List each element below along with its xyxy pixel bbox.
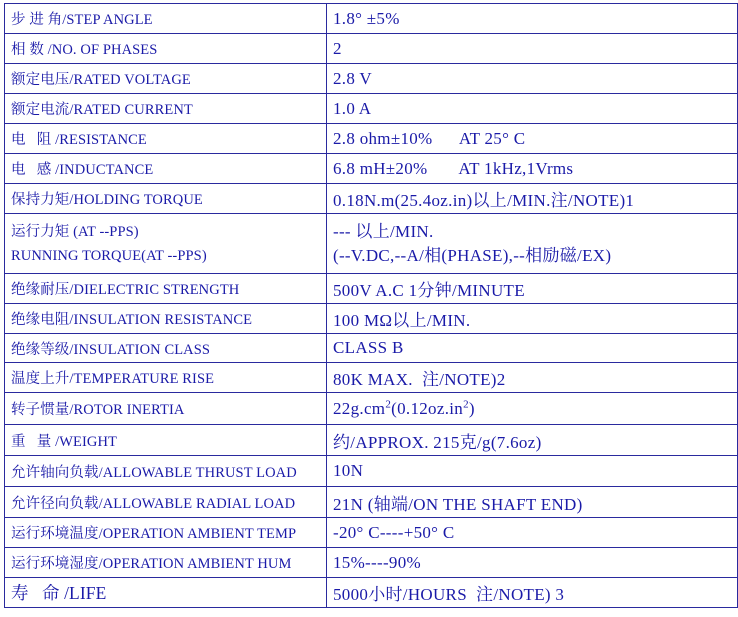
spec-label: 运行环境温度/OPERATION AMBIENT TEMP [5, 518, 327, 548]
spec-row-dielectric-strength [5, 274, 738, 304]
spec-row-thrust-load [5, 456, 738, 487]
spec-value: 2 [327, 34, 738, 64]
spec-value: 100 MΩ以上/MIN. [327, 304, 738, 334]
spec-label: 电 阻 /RESISTANCE [5, 124, 327, 154]
spec-value: 2.8 ohm±10% AT 25° C [327, 124, 738, 154]
spec-label: 允许轴向负载/ALLOWABLE THRUST LOAD [5, 456, 327, 487]
spec-row-phases [5, 34, 738, 64]
spec-value: -20° C----+50° C [327, 518, 738, 548]
spec-row-step-angle [5, 4, 738, 34]
spec-label: 步 进 角/STEP ANGLE [5, 4, 327, 34]
spec-value: 80K MAX. 注/NOTE)2 [327, 363, 738, 393]
spec-row-rotor-inertia [5, 393, 738, 425]
spec-label: 绝缘电阻/INSULATION RESISTANCE [5, 304, 327, 334]
spec-label: 运行环境湿度/OPERATION AMBIENT HUM [5, 548, 327, 578]
spec-label-line: 运行力矩 (AT --PPS) [11, 223, 139, 240]
spec-row-temperature-rise [5, 363, 738, 393]
spec-value: 约/APPROX. 215克/g(7.6oz) [327, 425, 738, 456]
spec-row-rated-voltage [5, 64, 738, 94]
spec-label-line: RUNNING TORQUE(AT --PPS) [11, 247, 207, 264]
spec-row-holding-torque [5, 184, 738, 214]
spec-label: 电 感 /INDUCTANCE [5, 154, 327, 184]
spec-row-insulation-resistance [5, 304, 738, 334]
spec-label: 寿 命 /LIFE [5, 578, 327, 608]
spec-label: 额定电压/RATED VOLTAGE [5, 64, 327, 94]
spec-label: 转子惯量/ROTOR INERTIA [5, 393, 327, 425]
spec-value: 15%----90% [327, 548, 738, 578]
spec-value: 1.0 A [327, 94, 738, 124]
spec-value: 0.18N.m(25.4oz.in)以上/MIN.注/NOTE)1 [327, 184, 738, 214]
superscript: 2 [463, 397, 469, 410]
spec-value: 2.8 V [327, 64, 738, 94]
spec-label: 额定电流/RATED CURRENT [5, 94, 327, 124]
spec-row-inductance [5, 154, 738, 184]
spec-row-rated-current [5, 94, 738, 124]
spec-row-life [5, 578, 738, 608]
spec-row-ambient-hum [5, 548, 738, 578]
spec-value: 1.8° ±5% [327, 4, 738, 34]
spec-row-radial-load [5, 487, 738, 518]
spec-value: 6.8 mH±20% AT 1kHz,1Vrms [327, 154, 738, 184]
spec-value-line: (--V.DC,--A/相(PHASE),--相励磁/EX) [333, 245, 612, 265]
spec-value [327, 214, 738, 274]
spec-row-ambient-temp [5, 518, 738, 548]
spec-value: 5000小时/HOURS 注/NOTE) 3 [327, 578, 738, 608]
spec-value [327, 393, 738, 425]
motor-spec-table [4, 3, 738, 608]
spec-value: 21N (轴端/ON THE SHAFT END) [327, 487, 738, 518]
spec-value: CLASS B [327, 334, 738, 363]
spec-value: 500V A.C 1分钟/MINUTE [327, 274, 738, 304]
spec-label: 重 量 /WEIGHT [5, 425, 327, 456]
spec-row-running-torque [5, 214, 738, 274]
spec-label: 允许径向负载/ALLOWABLE RADIAL LOAD [5, 487, 327, 518]
spec-row-weight [5, 425, 738, 456]
spec-label [5, 214, 327, 274]
spec-label: 绝缘等级/INSULATION CLASS [5, 334, 327, 363]
inertia-value-part: 22g.cm [333, 398, 386, 418]
spec-value-line: --- 以上/MIN. [333, 221, 434, 241]
spec-label: 温度上升/TEMPERATURE RISE [5, 363, 327, 393]
superscript: 2 [385, 397, 392, 410]
spec-label: 相 数 /NO. OF PHASES [5, 34, 327, 64]
inertia-value-part: (0.12oz.in [391, 398, 464, 418]
inertia-value-part: ) [468, 398, 475, 418]
spec-value: 10N [327, 456, 738, 487]
spec-row-insulation-class [5, 334, 738, 363]
spec-label: 绝缘耐压/DIELECTRIC STRENGTH [5, 274, 327, 304]
spec-label: 保持力矩/HOLDING TORQUE [5, 184, 327, 214]
spec-row-resistance [5, 124, 738, 154]
